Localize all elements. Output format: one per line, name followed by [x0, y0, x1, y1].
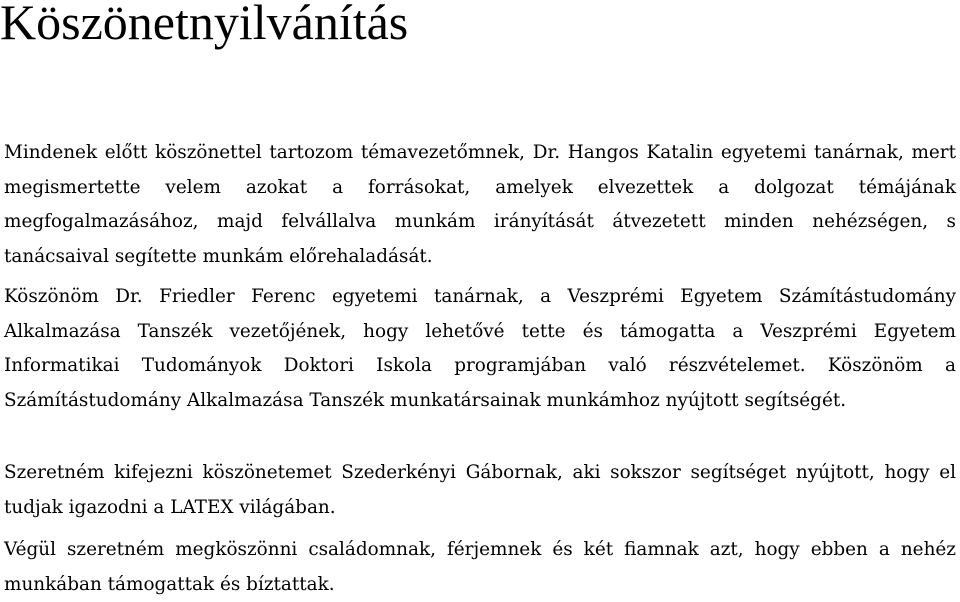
- paragraph-department-thanks: Köszönöm Dr. Friedler Ferenc egyetemi tanárnak, a Veszprémi Egyetem Számítástudomány Alkalmazása Tanszék vezetőjének, hogy lehetővé tette és támogatta a Veszprémi Egyetem Informatikai Tudományok Doktori Iskola programjában való részvételemet. Köszönöm a Számítástudomány Alkalmazása Tanszék munkatársainak munkámhoz nyújtott segítségét.: [4, 286, 956, 411]
- paragraph-latex-thanks: Szeretném kifejezni köszönetemet Szederkényi Gábornak, aki sokszor segítséget nyújtott, hogy el tudjak igazodni a LATEX világában.: [4, 462, 956, 518]
- paragraph-family-thanks: Végül szeretném megköszönni családomnak, férjemnek és két fiamnak azt, hogy ebben a nehéz munkában támogattak és bíztattak.: [4, 539, 956, 595]
- paragraph-supervisor-thanks: Mindenek előtt köszönettel tartozom témavezetőmnek, Dr. Hangos Katalin egyetemi tanárnak, mert megismertette velem azokat a forrásokat, amelyek elvezettek a dolgozat témájának megfogalmazásához, majd felvállalva munkám irányítását átvezetett minden nehézségen, s tanácsaival segítette munkám előrehaladását.: [4, 142, 956, 267]
- page-title: Köszönetnyilvánítás: [0, 0, 409, 50]
